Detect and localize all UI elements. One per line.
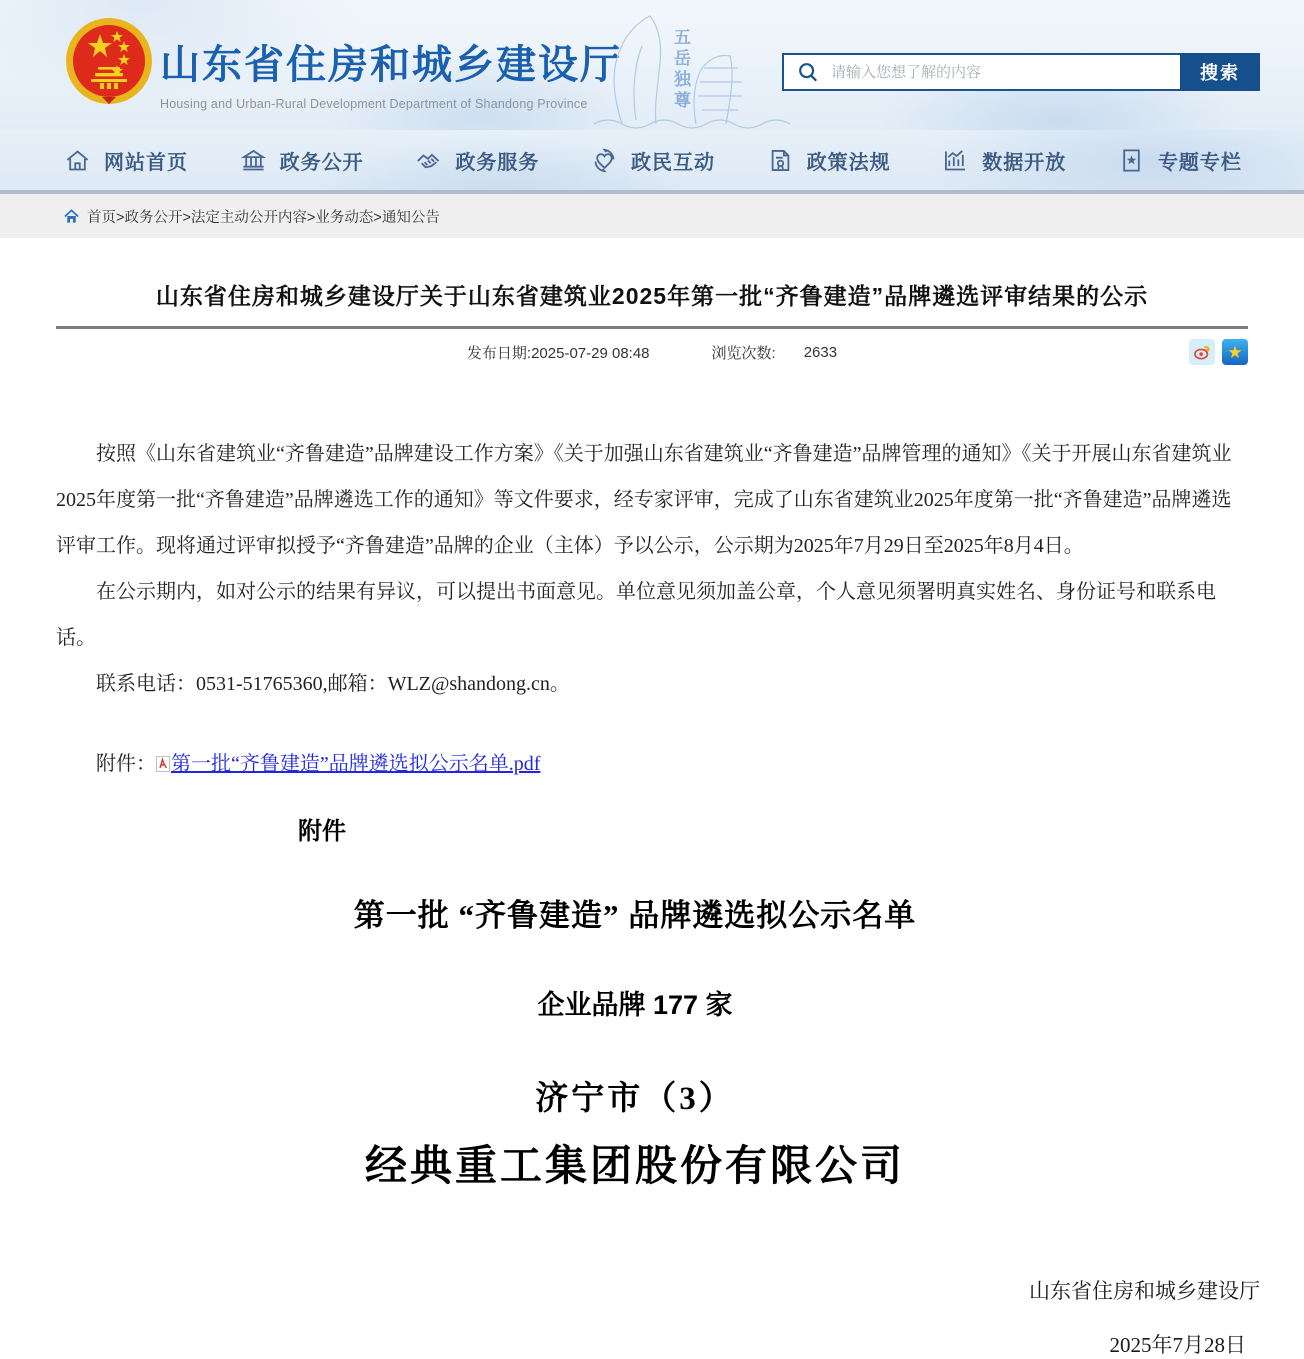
nav-item-public-interaction[interactable] <box>591 146 715 175</box>
attachment-label: 附件： <box>96 753 156 775</box>
doc-signature: 山东省住房和城乡建设厅 <box>1029 1279 1260 1303</box>
site-subtitle-en: Housing and Urban-Rural Development Department of Shandong Province <box>160 97 588 111</box>
article-body <box>56 431 1248 787</box>
search-box <box>782 53 1260 91</box>
publish-date: 发布日期:2025-07-29 08:48 <box>466 344 650 362</box>
nav-label: 数据开放 <box>982 151 1067 174</box>
government-building-icon <box>240 147 267 174</box>
main-nav <box>0 130 1304 190</box>
weibo-icon[interactable] <box>1189 339 1215 365</box>
home-icon <box>64 209 79 224</box>
nav-item-gov-disclosure[interactable] <box>240 146 364 175</box>
attachment-link[interactable]: 第一批“齐鲁建造”品牌遴选拟公示名单.pdf <box>171 753 541 775</box>
doc-attachment-heading: 附件 <box>298 818 346 845</box>
site-header <box>0 0 1304 130</box>
views-count: 2633 <box>803 343 838 361</box>
attachment-row <box>56 741 1248 787</box>
nav-label: 政务公开 <box>279 151 364 174</box>
article-title: 山东省住房和城乡建设厅关于山东省建筑业2025年第一批“齐鲁建造”品牌遴选评审结果的公示 <box>155 283 1149 309</box>
nav-label: 政策法规 <box>806 151 891 174</box>
article-meta <box>56 329 1248 375</box>
qzone-icon[interactable]: ★ <box>1222 339 1248 365</box>
doc-date: 2025年7月28日 <box>1109 1333 1246 1357</box>
breadcrumb[interactable] <box>0 194 1304 238</box>
doc-subtitle: 企业品牌 177 家 <box>537 990 733 1020</box>
nav-label: 网站首页 <box>104 151 188 174</box>
nav-item-policies[interactable] <box>767 146 891 175</box>
nav-item-home[interactable] <box>64 146 188 175</box>
document-preview <box>240 811 1030 1193</box>
nav-item-special-topics[interactable] <box>1118 146 1242 175</box>
nav-label: 专题专栏 <box>1157 151 1242 174</box>
home-icon <box>64 147 91 174</box>
mountain-artwork <box>592 2 792 128</box>
doc-title: 第一批 “齐鲁建造” 品牌遴选拟公示名单 <box>353 898 917 933</box>
pdf-file-icon <box>156 756 170 772</box>
nav-label: 政民互动 <box>630 151 715 174</box>
star-document-icon <box>1118 147 1145 174</box>
nav-item-open-data[interactable] <box>942 146 1066 175</box>
nav-item-gov-services[interactable] <box>415 146 539 175</box>
search-button[interactable]: 搜索 <box>1180 53 1260 91</box>
data-chart-icon <box>942 147 969 174</box>
breadcrumb-path: 首页>政务公开>法定主动公开内容>业务动态>通知公告 <box>87 209 440 226</box>
national-emblem-logo <box>64 17 154 109</box>
search-icon <box>797 61 819 83</box>
interaction-heart-icon <box>591 147 618 174</box>
policy-document-icon <box>767 147 794 174</box>
paragraph: 在公示期内，如对公示的结果有异议，可以提出书面意见。单位意见须加盖公章，个人意见须署明真实姓名、身份证号和联系电话。 <box>56 581 1216 649</box>
paragraph: 联系电话：0531-51765360,邮箱：WLZ@shandong.cn。 <box>96 673 570 695</box>
doc-company-name: 经典重工集团股份有限公司 <box>364 1144 905 1190</box>
share-buttons <box>1189 339 1248 365</box>
article-content <box>0 278 1304 1359</box>
nav-label: 政务服务 <box>455 151 540 174</box>
paragraph: 按照《山东省建筑业“齐鲁建造”品牌建设工作方案》《关于加强山东省建筑业“齐鲁建造”品牌管理的通知》《关于开展山东省建筑业2025年度第一批“齐鲁建造”品牌遴选工作的通知》等文件要求，经专家评审，完成了山东省建筑业2025年度第一批“齐鲁建造”品牌遴选评审工作。现将通过评审拟授予“齐鲁建造”品牌的企业（主体）予以公示，公示期为2025年7月29日至2025年8月4日。 <box>56 443 1232 557</box>
search-input[interactable] <box>819 64 1180 81</box>
site-title: 山东省住房和城乡建设厅 <box>160 43 622 87</box>
views-label: 浏览次数: <box>711 344 776 362</box>
mountain-inscription: 五岳独尊 <box>671 28 690 112</box>
doc-city-heading: 济宁市（3） <box>535 1081 735 1117</box>
handshake-icon <box>415 147 442 174</box>
